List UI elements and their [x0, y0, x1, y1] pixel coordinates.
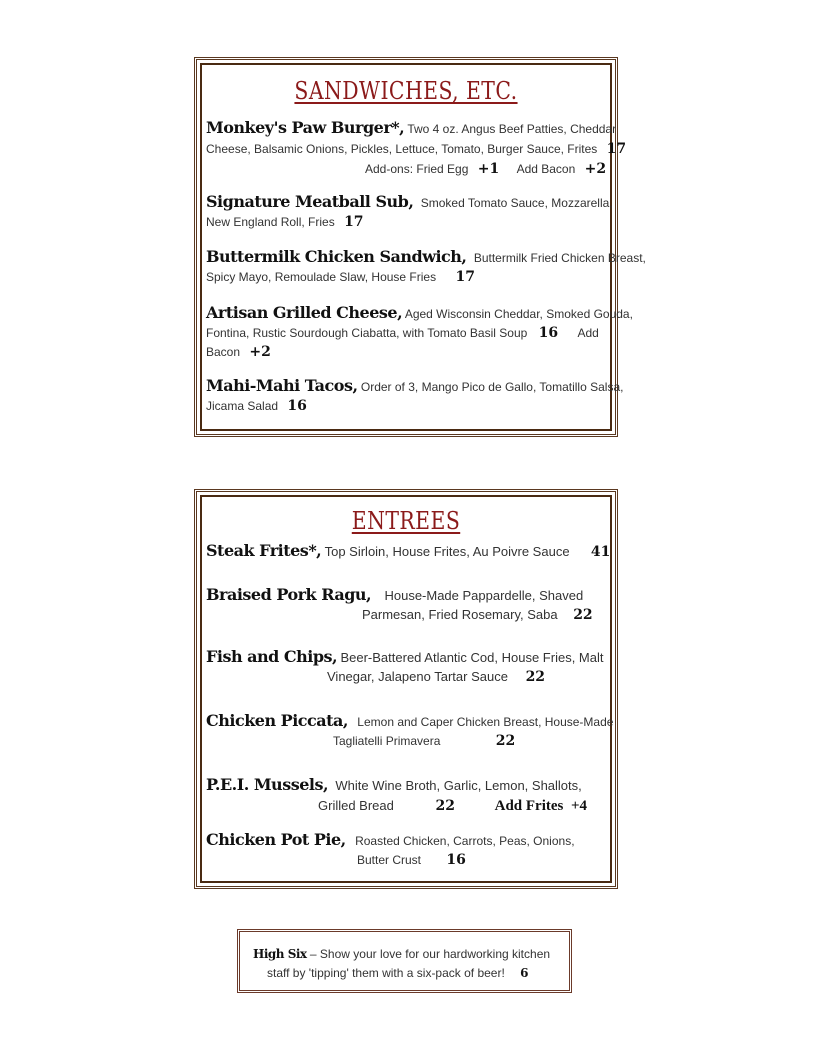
- item-desc-line: [333, 731, 515, 751]
- entrees-heading: ENTREES: [351, 507, 461, 535]
- item-desc-line: [206, 396, 307, 416]
- addon-label: Add-ons: Fried Egg: [365, 162, 469, 176]
- item-name: Chicken Pot Pie,: [206, 830, 346, 849]
- high-six-line-1: [253, 944, 550, 964]
- item-name: Monkey's Paw Burger*,: [206, 118, 405, 137]
- addon-price: +4: [570, 798, 588, 814]
- high-six-text: staff by 'tipping' them with a six-pack of beer!: [267, 966, 505, 980]
- addon-price: +1: [477, 161, 500, 177]
- item-desc: Aged Wisconsin Cheddar, Smoked Gouda,: [404, 307, 633, 321]
- addon-price: +2: [249, 344, 271, 360]
- item-desc: Grilled Bread: [318, 798, 394, 813]
- item-desc-line: [357, 850, 466, 870]
- item-desc-line: [206, 139, 626, 159]
- item-desc: Roasted Chicken, Carrots, Peas, Onions,: [355, 834, 575, 848]
- high-six-name: High Six: [253, 947, 307, 961]
- item-price: 16: [538, 325, 559, 341]
- item-price: 16: [446, 852, 466, 868]
- menu-item-monkeys-paw-burger: [206, 118, 616, 139]
- item-desc: Butter Crust: [357, 853, 422, 867]
- item-price: 41: [590, 544, 611, 560]
- item-desc: Spicy Mayo, Remoulade Slaw, House Fries: [206, 270, 437, 284]
- item-desc: White Wine Broth, Garlic, Lemon, Shallots,: [335, 778, 582, 793]
- item-name: P.E.I. Mussels,: [206, 775, 329, 794]
- item-desc: Top Sirloin, House Frites, Au Poivre Sauce: [324, 544, 570, 559]
- item-desc: House-Made Pappardelle, Shaved: [384, 588, 584, 603]
- item-desc-line: [206, 212, 364, 232]
- high-six-price: 6: [520, 966, 529, 980]
- addon-label: Add Frites: [494, 798, 564, 814]
- menu-item-pei-mussels: [206, 775, 582, 796]
- item-price: 17: [344, 214, 364, 230]
- item-desc: Beer-Battered Atlantic Cod, House Fries, Malt: [340, 650, 604, 665]
- sandwiches-heading: SANDWICHES, ETC.: [294, 77, 518, 105]
- addon-label: Add Bacon: [516, 162, 576, 176]
- item-desc: Vinegar, Jalapeno Tartar Sauce: [327, 669, 508, 684]
- menu-item-fish-and-chips: [206, 647, 603, 668]
- menu-item-chicken-pot-pie: [206, 830, 575, 851]
- item-desc-line: [206, 342, 271, 362]
- item-desc-line: [362, 605, 593, 625]
- item-name: Signature Meatball Sub,: [206, 192, 414, 211]
- item-desc-line: [206, 323, 599, 343]
- item-desc: Jicama Salad: [206, 399, 279, 413]
- item-desc: Lemon and Caper Chicken Breast, House-Made: [357, 715, 614, 729]
- item-price: 17: [455, 269, 475, 285]
- item-name: Steak Frites*,: [206, 541, 322, 560]
- menu-item-artisan-grilled-cheese: [206, 303, 633, 324]
- item-desc: Fontina, Rustic Sourdough Ciabatta, with Tomato Basil Soup: [206, 326, 528, 340]
- item-desc-line: [206, 267, 475, 287]
- item-price: 22: [495, 733, 516, 749]
- item-price: 17: [606, 141, 627, 157]
- menu-item-steak-frites: [206, 541, 610, 562]
- item-price: 16: [287, 398, 307, 414]
- item-desc: New England Roll, Fries: [206, 215, 335, 229]
- menu-item-chicken-piccata: [206, 711, 613, 732]
- item-desc: Smoked Tomato Sauce, Mozzarella,: [420, 196, 613, 210]
- addons-line: [365, 159, 606, 179]
- item-desc: Parmesan, Fried Rosemary, Saba: [362, 607, 558, 622]
- item-price: 22: [573, 607, 593, 623]
- addon-label: Bacon: [206, 345, 241, 359]
- item-desc-line: [318, 796, 587, 816]
- item-name: Artisan Grilled Cheese,: [206, 303, 403, 322]
- menu-item-mahi-mahi-tacos: [206, 376, 623, 397]
- menu-item-braised-pork-ragu: [206, 585, 583, 606]
- addon-price: +2: [584, 161, 607, 177]
- item-desc: Two 4 oz. Angus Beef Patties, Cheddar: [407, 122, 617, 136]
- addon-label: Add: [577, 326, 599, 340]
- menu-item-buttermilk-chicken: [206, 247, 646, 268]
- item-name: Mahi-Mahi Tacos,: [206, 376, 358, 395]
- item-name: Fish and Chips,: [206, 647, 338, 666]
- item-desc-line: [327, 667, 545, 687]
- item-desc: Cheese, Balsamic Onions, Pickles, Lettuce, Tomato, Burger Sauce, Frites: [206, 142, 598, 156]
- high-six-line-2: [267, 963, 529, 983]
- item-desc: Tagliatelli Primavera: [333, 734, 441, 748]
- item-name: Buttermilk Chicken Sandwich,: [206, 247, 467, 266]
- high-six-text: – Show your love for our hardworking kitchen: [306, 947, 551, 961]
- item-desc: Buttermilk Fried Chicken Breast,: [473, 251, 646, 265]
- item-price: 22: [435, 798, 455, 814]
- item-price: 22: [525, 669, 546, 685]
- item-name: Braised Pork Ragu,: [206, 585, 372, 604]
- item-name: Chicken Piccata,: [206, 711, 348, 730]
- item-desc: Order of 3, Mango Pico de Gallo, Tomatillo Salsa,: [360, 380, 624, 394]
- menu-item-meatball-sub: [206, 192, 613, 213]
